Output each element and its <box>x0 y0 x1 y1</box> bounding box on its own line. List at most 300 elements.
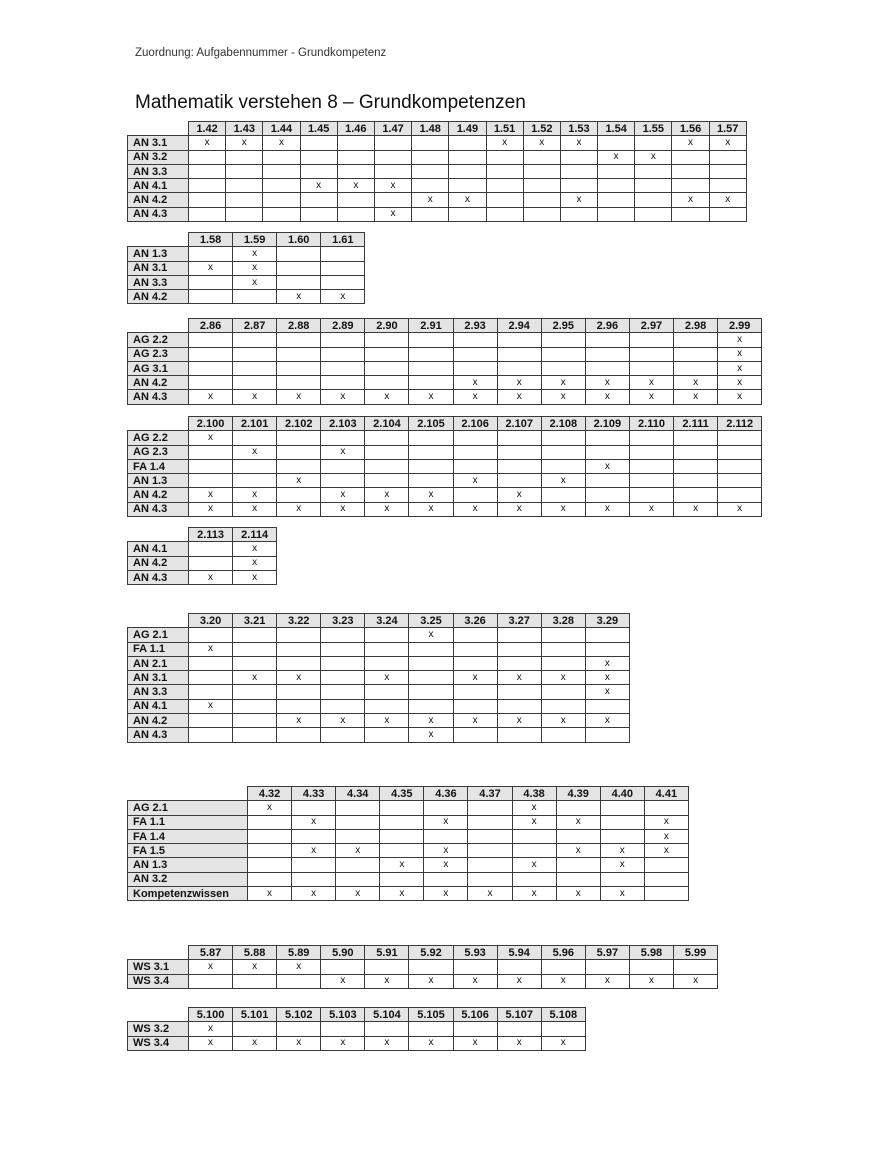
task-number-header: 2.112 <box>718 417 762 431</box>
mark-cell <box>277 247 321 261</box>
mark-cell <box>409 1022 453 1036</box>
mark-cell <box>541 431 585 445</box>
mark-cell <box>424 801 468 815</box>
assignment-table-6 <box>127 613 630 743</box>
mark-cell: x <box>424 858 468 872</box>
mark-cell: x <box>409 1036 453 1050</box>
mark-cell: x <box>233 1036 277 1050</box>
task-number-header: 1.55 <box>635 122 672 136</box>
competence-row <box>128 261 365 275</box>
mark-cell <box>409 642 453 656</box>
mark-cell <box>412 164 449 178</box>
mark-cell <box>497 656 541 670</box>
mark-cell <box>629 361 673 375</box>
mark-cell <box>598 136 635 150</box>
mark-cell <box>468 829 512 843</box>
mark-cell <box>336 872 380 886</box>
mark-cell <box>365 728 409 742</box>
mark-cell <box>541 960 585 974</box>
mark-cell <box>709 164 746 178</box>
mark-cell <box>449 179 486 193</box>
mark-cell: x <box>374 179 411 193</box>
competence-row <box>128 844 689 858</box>
mark-cell: x <box>189 431 233 445</box>
mark-cell <box>424 872 468 886</box>
mark-cell: x <box>189 1022 233 1036</box>
mark-cell <box>248 858 292 872</box>
mark-cell: x <box>277 390 321 404</box>
mark-cell <box>409 431 453 445</box>
mark-cell <box>585 628 629 642</box>
task-number-header: 2.87 <box>233 319 277 333</box>
task-number-header: 5.104 <box>365 1008 409 1022</box>
mark-cell <box>321 642 365 656</box>
task-number-header: 2.93 <box>453 319 497 333</box>
mark-cell <box>300 164 337 178</box>
mark-cell <box>674 431 718 445</box>
mark-cell <box>556 872 600 886</box>
mark-cell <box>277 445 321 459</box>
mark-cell <box>189 150 226 164</box>
mark-cell <box>409 656 453 670</box>
competence-row <box>128 275 365 289</box>
mark-cell <box>412 150 449 164</box>
corner-cell <box>128 233 189 247</box>
mark-cell <box>380 872 424 886</box>
competence-label: AN 1.3 <box>128 247 189 261</box>
mark-cell <box>189 164 226 178</box>
document-title: Mathematik verstehen 8 – Grundkompetenzen <box>135 92 526 113</box>
task-number-header: 5.101 <box>233 1008 277 1022</box>
mark-cell <box>541 333 585 347</box>
mark-cell <box>672 164 709 178</box>
mark-cell <box>672 207 709 221</box>
mark-cell <box>449 150 486 164</box>
mark-cell <box>585 445 629 459</box>
task-number-header: 3.27 <box>497 614 541 628</box>
mark-cell <box>644 887 688 901</box>
mark-cell: x <box>233 556 277 570</box>
mark-cell: x <box>718 347 762 361</box>
mark-cell <box>497 642 541 656</box>
task-number-header: 1.48 <box>412 122 449 136</box>
mark-cell: x <box>233 502 277 516</box>
header-row <box>128 417 762 431</box>
competence-row <box>128 431 762 445</box>
mark-cell <box>365 347 409 361</box>
mark-cell: x <box>556 844 600 858</box>
mark-cell <box>541 361 585 375</box>
mark-cell <box>321 431 365 445</box>
mark-cell <box>189 974 233 988</box>
task-number-header: 3.29 <box>585 614 629 628</box>
task-number-header: 2.88 <box>277 319 321 333</box>
task-number-header: 1.51 <box>486 122 523 136</box>
mark-cell <box>189 656 233 670</box>
mark-cell: x <box>277 474 321 488</box>
corner-cell <box>128 528 189 542</box>
mark-cell <box>277 333 321 347</box>
mark-cell <box>263 164 300 178</box>
mark-cell <box>233 974 277 988</box>
competence-row <box>128 347 762 361</box>
assignment-table-5 <box>127 527 277 585</box>
mark-cell: x <box>497 714 541 728</box>
task-number-header: 1.45 <box>300 122 337 136</box>
mark-cell <box>497 347 541 361</box>
mark-cell <box>233 1022 277 1036</box>
mark-cell <box>277 699 321 713</box>
mark-cell <box>497 474 541 488</box>
mark-cell <box>365 459 409 473</box>
mark-cell: x <box>189 502 233 516</box>
mark-cell <box>277 361 321 375</box>
mark-cell <box>600 801 644 815</box>
mark-cell <box>453 699 497 713</box>
competence-label: AN 4.2 <box>128 488 189 502</box>
task-number-header: 4.39 <box>556 787 600 801</box>
mark-cell <box>336 815 380 829</box>
task-number-header: 5.93 <box>453 946 497 960</box>
mark-cell <box>453 459 497 473</box>
corner-cell <box>128 122 189 136</box>
mark-cell <box>365 656 409 670</box>
mark-cell <box>512 829 556 843</box>
mark-cell: x <box>380 858 424 872</box>
mark-cell: x <box>409 714 453 728</box>
mark-cell <box>709 179 746 193</box>
mark-cell: x <box>337 179 374 193</box>
task-number-header: 3.22 <box>277 614 321 628</box>
mark-cell <box>541 699 585 713</box>
mark-cell: x <box>374 207 411 221</box>
mark-cell: x <box>629 390 673 404</box>
assignment-table-3 <box>127 318 762 405</box>
mark-cell <box>556 801 600 815</box>
mark-cell <box>412 207 449 221</box>
mark-cell <box>585 431 629 445</box>
task-number-header: 5.91 <box>365 946 409 960</box>
competence-row <box>128 872 689 886</box>
task-number-header: 2.106 <box>453 417 497 431</box>
mark-cell <box>560 150 597 164</box>
task-number-header: 5.106 <box>453 1008 497 1022</box>
task-number-header: 2.104 <box>365 417 409 431</box>
mark-cell <box>189 275 233 289</box>
competence-label: AN 3.1 <box>128 261 189 275</box>
task-number-header: 2.97 <box>629 319 673 333</box>
task-number-header: 2.111 <box>674 417 718 431</box>
competence-row <box>128 179 747 193</box>
mark-cell <box>233 290 277 304</box>
mark-cell <box>486 193 523 207</box>
mark-cell: x <box>412 193 449 207</box>
mark-cell <box>674 333 718 347</box>
mark-cell <box>277 376 321 390</box>
mark-cell <box>497 361 541 375</box>
mark-cell: x <box>585 390 629 404</box>
mark-cell: x <box>336 887 380 901</box>
competence-label: AN 3.1 <box>128 136 189 150</box>
mark-cell <box>248 844 292 858</box>
mark-cell <box>189 445 233 459</box>
competence-row <box>128 361 762 375</box>
competence-row <box>128 193 747 207</box>
mark-cell <box>523 207 560 221</box>
mark-cell: x <box>424 844 468 858</box>
mark-cell <box>512 844 556 858</box>
mark-cell: x <box>674 974 718 988</box>
mark-cell <box>453 431 497 445</box>
mark-cell <box>365 431 409 445</box>
mark-cell: x <box>189 261 233 275</box>
corner-cell <box>128 417 189 431</box>
mark-cell <box>453 685 497 699</box>
mark-cell: x <box>674 390 718 404</box>
competence-label: AN 4.3 <box>128 502 189 516</box>
mark-cell <box>523 193 560 207</box>
mark-cell: x <box>277 1036 321 1050</box>
mark-cell <box>541 656 585 670</box>
task-number-header: 1.60 <box>277 233 321 247</box>
mark-cell: x <box>453 974 497 988</box>
mark-cell: x <box>718 502 762 516</box>
mark-cell <box>453 347 497 361</box>
mark-cell: x <box>277 671 321 685</box>
mark-cell <box>598 207 635 221</box>
mark-cell: x <box>644 815 688 829</box>
task-number-header: 2.113 <box>189 528 233 542</box>
task-number-header: 2.102 <box>277 417 321 431</box>
competence-row <box>128 570 277 584</box>
document-header: Zuordnung: Aufgabennummer - Grundkompetenz <box>135 47 387 59</box>
header-row <box>128 528 277 542</box>
mark-cell <box>263 179 300 193</box>
task-number-header: 2.108 <box>541 417 585 431</box>
competence-label: AN 4.2 <box>128 290 189 304</box>
mark-cell: x <box>409 488 453 502</box>
competence-row <box>128 642 630 656</box>
mark-cell <box>321 699 365 713</box>
mark-cell: x <box>635 150 672 164</box>
mark-cell <box>468 858 512 872</box>
mark-cell: x <box>248 887 292 901</box>
mark-cell: x <box>709 136 746 150</box>
mark-cell <box>277 488 321 502</box>
task-number-header: 2.110 <box>629 417 673 431</box>
mark-cell: x <box>644 829 688 843</box>
mark-cell <box>453 656 497 670</box>
mark-cell <box>189 685 233 699</box>
competence-row <box>128 671 630 685</box>
mark-cell <box>523 150 560 164</box>
mark-cell <box>263 193 300 207</box>
mark-cell <box>233 642 277 656</box>
mark-cell <box>600 815 644 829</box>
competence-row <box>128 1036 586 1050</box>
competence-row <box>128 960 718 974</box>
competence-label: WS 3.2 <box>128 1022 189 1036</box>
task-number-header: 2.100 <box>189 417 233 431</box>
mark-cell <box>674 445 718 459</box>
competence-row <box>128 685 630 699</box>
competence-label: AG 2.1 <box>128 801 248 815</box>
competence-label: FA 1.4 <box>128 459 189 473</box>
mark-cell: x <box>189 488 233 502</box>
mark-cell: x <box>600 844 644 858</box>
mark-cell <box>321 247 365 261</box>
mark-cell <box>486 179 523 193</box>
mark-cell <box>409 671 453 685</box>
mark-cell <box>248 815 292 829</box>
mark-cell <box>365 1022 409 1036</box>
mark-cell: x <box>365 390 409 404</box>
mark-cell <box>337 164 374 178</box>
mark-cell <box>409 459 453 473</box>
mark-cell: x <box>523 136 560 150</box>
assignment-table-7 <box>127 786 689 901</box>
mark-cell <box>189 459 233 473</box>
mark-cell <box>453 628 497 642</box>
mark-cell <box>336 801 380 815</box>
mark-cell <box>321 347 365 361</box>
mark-cell <box>674 347 718 361</box>
mark-cell <box>226 179 263 193</box>
mark-cell: x <box>189 570 233 584</box>
mark-cell <box>321 261 365 275</box>
competence-label: AN 1.3 <box>128 474 189 488</box>
header-row <box>128 122 747 136</box>
mark-cell: x <box>189 642 233 656</box>
mark-cell <box>263 207 300 221</box>
mark-cell: x <box>598 150 635 164</box>
mark-cell <box>336 829 380 843</box>
competence-label: AG 2.3 <box>128 347 189 361</box>
mark-cell <box>189 542 233 556</box>
mark-cell <box>277 1022 321 1036</box>
mark-cell: x <box>277 714 321 728</box>
task-number-header: 5.92 <box>409 946 453 960</box>
task-number-header: 1.44 <box>263 122 300 136</box>
mark-cell <box>585 488 629 502</box>
mark-cell <box>189 714 233 728</box>
mark-cell: x <box>263 136 300 150</box>
mark-cell: x <box>453 390 497 404</box>
mark-cell <box>635 193 672 207</box>
task-number-header: 4.41 <box>644 787 688 801</box>
mark-cell: x <box>321 714 365 728</box>
task-number-header: 5.90 <box>321 946 365 960</box>
mark-cell: x <box>644 844 688 858</box>
competence-label: AN 3.3 <box>128 164 189 178</box>
competence-row <box>128 390 762 404</box>
mark-cell <box>189 247 233 261</box>
mark-cell: x <box>233 542 277 556</box>
mark-cell <box>629 431 673 445</box>
task-number-header: 2.96 <box>585 319 629 333</box>
competence-row <box>128 333 762 347</box>
corner-cell <box>128 1008 189 1022</box>
competence-row <box>128 829 689 843</box>
mark-cell <box>629 333 673 347</box>
mark-cell <box>321 685 365 699</box>
mark-cell <box>598 164 635 178</box>
competence-label: FA 1.1 <box>128 815 248 829</box>
mark-cell <box>541 685 585 699</box>
mark-cell: x <box>189 390 233 404</box>
mark-cell: x <box>497 502 541 516</box>
mark-cell <box>598 193 635 207</box>
mark-cell <box>277 261 321 275</box>
mark-cell <box>600 829 644 843</box>
mark-cell: x <box>718 361 762 375</box>
mark-cell: x <box>585 459 629 473</box>
task-number-header: 2.91 <box>409 319 453 333</box>
corner-cell <box>128 319 189 333</box>
competence-row <box>128 150 747 164</box>
task-number-header: 5.88 <box>233 946 277 960</box>
task-number-header: 2.86 <box>189 319 233 333</box>
mark-cell <box>644 801 688 815</box>
mark-cell: x <box>497 974 541 988</box>
competence-label: AG 2.1 <box>128 628 189 642</box>
mark-cell: x <box>449 193 486 207</box>
mark-cell <box>321 1022 365 1036</box>
mark-cell: x <box>541 1036 585 1050</box>
mark-cell <box>189 207 226 221</box>
task-number-header: 4.36 <box>424 787 468 801</box>
mark-cell <box>189 628 233 642</box>
mark-cell: x <box>600 858 644 872</box>
mark-cell: x <box>629 974 673 988</box>
mark-cell <box>497 333 541 347</box>
task-number-header: 2.94 <box>497 319 541 333</box>
mark-cell <box>453 728 497 742</box>
mark-cell <box>585 347 629 361</box>
mark-cell <box>541 1022 585 1036</box>
task-number-header: 1.42 <box>189 122 226 136</box>
mark-cell: x <box>541 376 585 390</box>
mark-cell <box>585 642 629 656</box>
mark-cell: x <box>189 699 233 713</box>
task-number-header: 4.35 <box>380 787 424 801</box>
mark-cell <box>321 656 365 670</box>
mark-cell <box>189 556 233 570</box>
mark-cell <box>409 347 453 361</box>
mark-cell: x <box>453 502 497 516</box>
mark-cell: x <box>226 136 263 150</box>
mark-cell <box>233 361 277 375</box>
mark-cell <box>337 193 374 207</box>
mark-cell <box>672 150 709 164</box>
task-number-header: 5.94 <box>497 946 541 960</box>
mark-cell <box>453 1022 497 1036</box>
mark-cell <box>300 136 337 150</box>
mark-cell: x <box>424 815 468 829</box>
header-row <box>128 787 689 801</box>
mark-cell: x <box>497 376 541 390</box>
task-number-header: 5.105 <box>409 1008 453 1022</box>
mark-cell <box>233 474 277 488</box>
competence-label: AN 3.3 <box>128 685 189 699</box>
competence-row <box>128 290 365 304</box>
mark-cell <box>412 179 449 193</box>
mark-cell: x <box>321 290 365 304</box>
mark-cell: x <box>292 815 336 829</box>
competence-row <box>128 728 630 742</box>
competence-label: AN 4.3 <box>128 728 189 742</box>
mark-cell <box>635 179 672 193</box>
